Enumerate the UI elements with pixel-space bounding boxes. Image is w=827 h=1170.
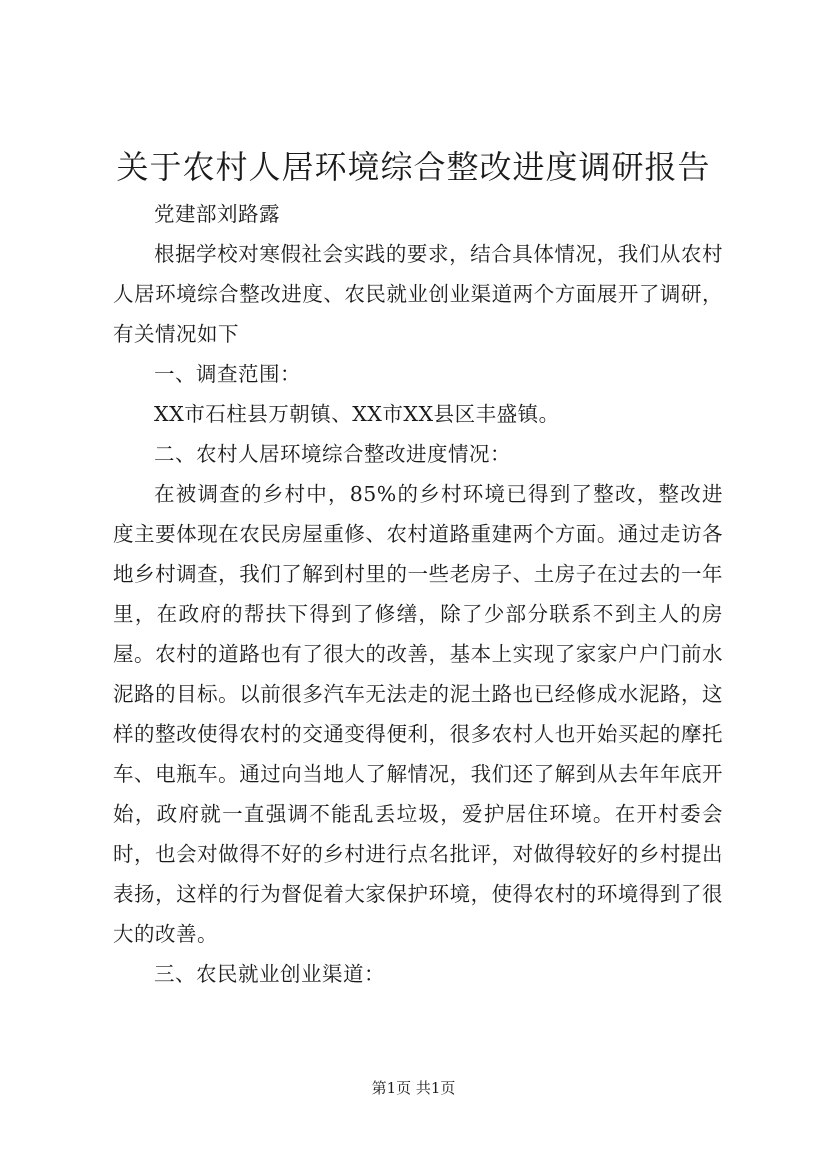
author-line: 党建部刘路露 — [154, 202, 280, 226]
section-heading-employment: 三、农民就业创业渠道： — [154, 962, 385, 986]
document-title: 关于农村人居环境综合整改进度调研报告 — [116, 148, 711, 186]
document-body — [113, 194, 723, 994]
paragraph-intro: 根据学校对寒假社会实践的要求，结合具体情况，我们从农村人居环境综合整改进度、农民就业创业渠道两个方面展开了调研，有关情况如下 — [113, 242, 723, 346]
section-heading-scope: 一、调查范围： — [154, 362, 301, 386]
page-number-footer: 第1页 共1页 — [371, 1079, 456, 1097]
paragraph-scope: XX市石柱县万朝镇、XX市XX县区丰盛镇。 — [154, 402, 560, 426]
section-heading-progress: 二、农村人居环境综合整改进度情况： — [154, 442, 511, 466]
paragraph-progress: 在被调查的乡村中，85%的乡村环境已得到了整改，整改进度主要体现在农民房屋重修、农村道路重建两个方面。通过走访各地乡村调查，我们了解到村里的一些老房子、土房子在过去的一年里，在政府的帮扶下得到了修缮，除了少部分联系不到主人的房屋。农村的道路也有了很大的改善，基本上实现了家家户户门前水泥路的目标。以前很多汽车无法走的泥土路也已经修成水泥路，这样的整改使得农村的交通变得便利，很多农村人也开始买起的摩托车、电瓶车。通过向当地人了解情况，我们还了解到从去年年底开始，政府就一直强调不能乱丢垃圾，爱护居住环境。在开村委会时，也会对做得不好的乡村进行点名批评，对做得较好的乡村提出表扬，这样的行为督促着大家保护环境，使得农村的环境得到了很大的改善。 — [113, 482, 723, 946]
